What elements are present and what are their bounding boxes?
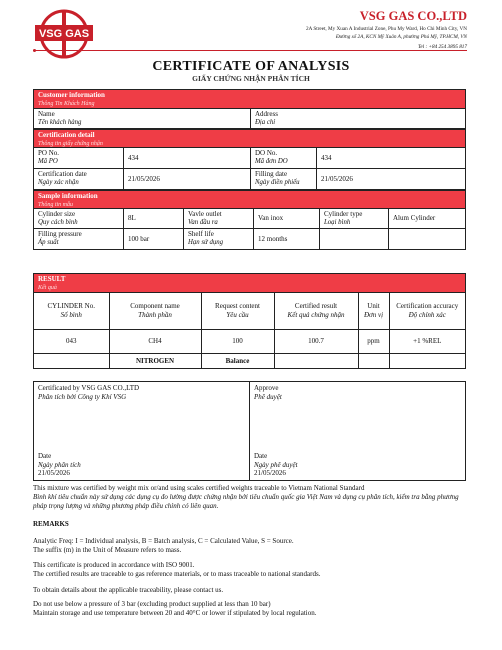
cylinder-size-label: Cylinder size (38, 210, 76, 218)
shelf-life-value: 12 months (254, 229, 320, 249)
company-logo (33, 9, 95, 59)
pressure-label-vi: Áp suất (38, 238, 59, 246)
sample-row-2 (34, 229, 465, 249)
freq-line: Analytic Freq: I = Individual analysis, B = Batch analysis, C = Calculated Value, S = Source. (33, 537, 294, 545)
sample-header-en: Sample information (38, 192, 98, 200)
certified-by: Certificated by VSG GAS CO.,LTD Phân tích bởi Công ty Khí VSG (38, 384, 140, 401)
signature-left (34, 382, 250, 480)
valve-label: Vavle outlet (188, 210, 222, 218)
cylinder-type-label-vi: Loại bình (324, 218, 351, 226)
document-title: CERTIFICATE OF ANALYSIS (152, 59, 350, 74)
company-address-en: 2A Street, My Xuan A Industrial Zone, Phu My Ward, Ho Chi Minh City, VN (305, 26, 467, 32)
cert-header (34, 129, 465, 148)
signature-right (250, 382, 465, 480)
sample-empty-cell (320, 229, 389, 249)
shelf-life-label-vi: Hạn sử dụng (188, 238, 224, 246)
cell-request: Balance (201, 353, 274, 368)
result-table (34, 293, 465, 368)
cert-header-vi: Thông tin giấy chứng nhận (38, 141, 103, 147)
col-cylinder-no: CYLINDER No. Số bình (34, 293, 109, 329)
fdate-label: Filling date (255, 170, 288, 178)
customer-header-en: Customer information (38, 91, 105, 99)
customer-name-label: Name (38, 110, 55, 118)
cdate-label-vi: Ngày xác nhận (38, 178, 79, 186)
approve-label: Approve Phê duyệt (254, 384, 282, 401)
signature-section (33, 381, 466, 481)
cell-accuracy: +1 %REL (389, 329, 465, 353)
cert-row-date (34, 169, 465, 190)
iso-line: This certificate is produced in accordance with ISO 9001. (33, 561, 195, 569)
table-row (34, 329, 465, 353)
result-header-vi: Kết quả (38, 285, 57, 291)
cert-header-en: Certification detail (38, 131, 95, 139)
cell-unit: ppm (358, 329, 389, 353)
po-label-cell (34, 148, 124, 168)
result-header (34, 274, 465, 293)
cylinder-size-value: 8L (124, 209, 184, 228)
cell-request: 100 (201, 329, 274, 353)
storage-line: Maintain storage and use temperature between 20 and 40°C or lower if stipulated by local regulation. (33, 609, 317, 617)
mixture-statement-vi: Bình khí tiêu chuẩn này sử dụng các dụng cụ đo lường được chứng nhận bởi tiêu chuẩn quốc gia Việt Nam và dụng cụ phân tích, kiểm tra bằng phương pháp trọng lượng và những phương pháp điều chỉnh có liên quan. (33, 493, 459, 510)
result-section (33, 273, 466, 369)
logo-text: VSG GAS (38, 28, 90, 40)
cert-row-po (34, 148, 465, 169)
header-divider-dot (33, 49, 36, 52)
col-request-content: Request content Yêu cầu (201, 293, 274, 329)
cdate-label: Certification date (38, 170, 87, 178)
info-section (33, 89, 466, 250)
cylinder-type-value: Alum Cylinder (393, 214, 436, 223)
sample-header (34, 190, 465, 209)
cell-unit (358, 353, 389, 368)
remarks-heading: REMARKS (33, 520, 69, 528)
cylinder-type-label: Cylinder type (324, 210, 363, 218)
do-value: 434 (321, 153, 332, 162)
customer-header-vi: Thông Tin Khách Hàng (38, 101, 95, 107)
fdate-label-cell (251, 169, 317, 189)
pressure-line: Do not use below a pressure of 3 bar (excluding product supplied at less than 10 bar) (33, 600, 271, 608)
remarks-freq (33, 537, 473, 555)
pressure-label-cell (34, 229, 124, 249)
cell-component: CH4 (109, 329, 201, 353)
mixture-statement-en: This mixture was certified by weight mix or/and using scales certified weights traceable to Vietnam National Standard (33, 484, 365, 492)
customer-name-label-vi: Tên khách hàng (38, 118, 82, 126)
result-table-header-row (34, 293, 465, 329)
remarks-usage (33, 600, 473, 618)
approval-date: Date Ngày phê duyệt 21/05/2026 (254, 452, 298, 477)
document-subtitle: GIẤY CHỨNG NHẬN PHÂN TÍCH (192, 74, 310, 83)
trace-line: The certified results are traceable to gas reference materials, or to mass traceable to national standards. (33, 570, 321, 578)
do-label: DO No. (255, 149, 278, 157)
customer-row (34, 109, 465, 129)
shelf-life-label: Shelf life (188, 230, 214, 238)
cdate-value: 21/05/2026 (124, 169, 251, 189)
table-row (34, 353, 465, 368)
cylinder-size-label-vi: Quy cách bình (38, 218, 78, 226)
remarks-iso (33, 561, 473, 579)
cell-cylinder-no: 043 (34, 329, 109, 353)
customer-address-label: Address (255, 110, 278, 118)
po-value: 434 (124, 148, 251, 168)
do-label-cell (251, 148, 317, 168)
header-divider (33, 50, 467, 51)
cell-result: 100.7 (274, 329, 358, 353)
col-component-name: Component name Thành phần (109, 293, 201, 329)
company-address-vi: Đường số 2A, KCN Mỹ Xuân A, phường Phú Mỹ, TP.HCM, VN (335, 34, 467, 40)
fdate-value: 21/05/2026 (321, 174, 353, 183)
fdate-label-vi: Ngày điền phiếu (255, 178, 300, 186)
cell-result (274, 353, 358, 368)
sample-row-1 (34, 209, 465, 229)
po-label: PO No. (38, 149, 60, 157)
shelf-life-label-cell (184, 229, 254, 249)
cell-accuracy (389, 353, 465, 368)
customer-address-cell (251, 109, 465, 128)
mixture-statement (33, 484, 473, 511)
do-label-vi: Mã đơn DO (255, 157, 288, 165)
sample-empty-cell (389, 229, 465, 249)
valve-label-vi: Van đầu ra (188, 218, 218, 226)
customer-address-label-vi: Địa chỉ (255, 118, 276, 126)
pressure-label: Filling pressure (38, 230, 82, 238)
cell-component: NITROGEN (109, 353, 201, 368)
result-header-en: RESULT (38, 275, 66, 283)
customer-name-cell (34, 109, 251, 128)
col-unit: Unit Đơn vị (358, 293, 389, 329)
suffix-line: The suffix (m) in the Unit of Measure refers to mass. (33, 546, 182, 554)
po-label-vi: Mã PO (38, 157, 58, 165)
pressure-value: 100 bar (124, 229, 184, 249)
valve-label-cell (184, 209, 254, 228)
customer-header (34, 90, 465, 109)
col-accuracy: Certification accuracy Độ chính xác (389, 293, 465, 329)
cell-cylinder-no (34, 353, 109, 368)
cdate-label-cell (34, 169, 124, 189)
valve-value: Van inox (254, 209, 320, 228)
cylinder-type-label-cell (320, 209, 389, 228)
company-tel: Tel : +84 254 3895 817 (418, 44, 467, 50)
sample-header-vi: Thông tin mẫu (38, 202, 74, 208)
company-name: VSG GAS CO.,LTD (359, 9, 467, 23)
cylinder-size-label-cell (34, 209, 124, 228)
remarks-contact: To obtain details about the applicable traceability, please contact us. (33, 586, 224, 594)
col-certified-result: Certified result Kết quả chứng nhận (274, 293, 358, 329)
analysis-date: Date Ngày phân tích 21/05/2026 (38, 452, 81, 477)
